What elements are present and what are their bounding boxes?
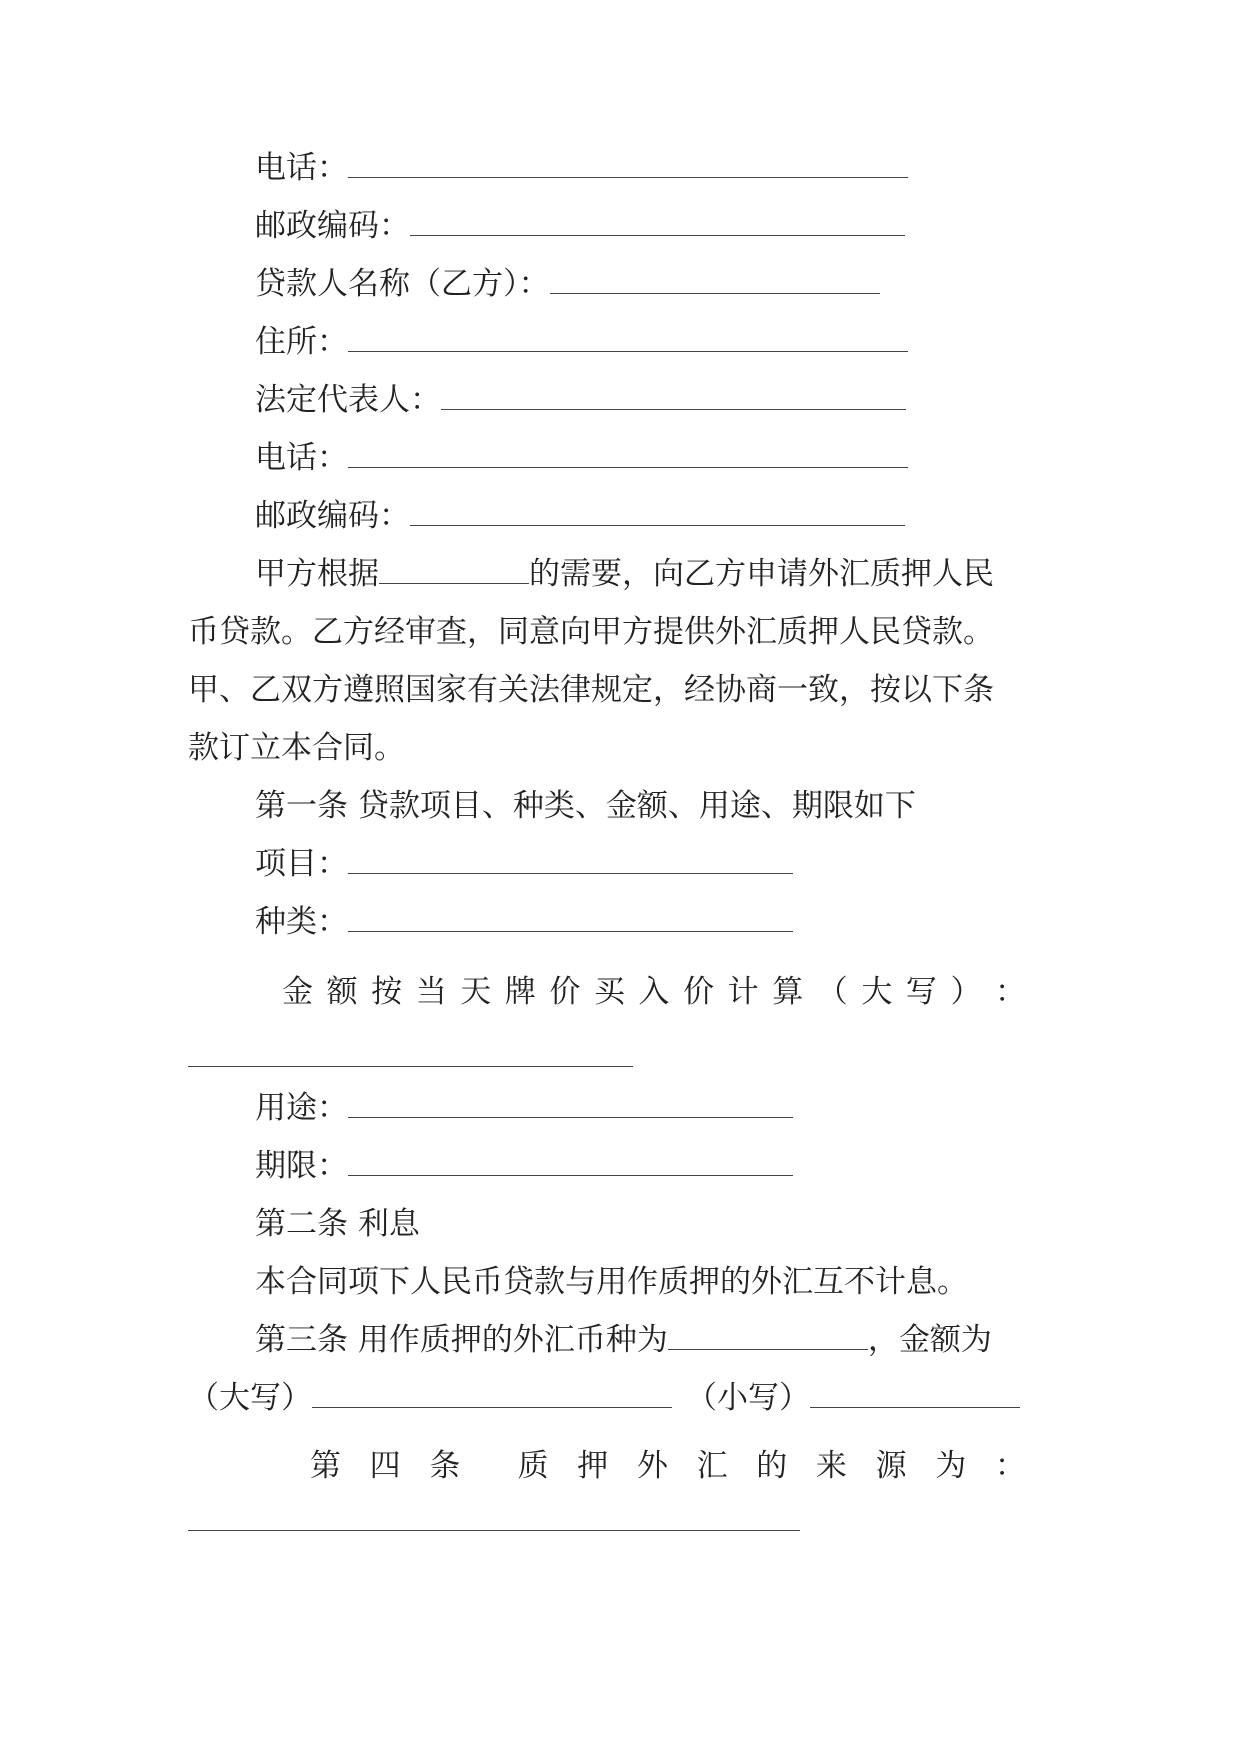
borrower-postal-line	[255, 206, 905, 246]
article1-purpose-field[interactable]	[348, 1091, 793, 1118]
article4-char: 条	[429, 1448, 461, 1484]
amount-char: 当	[415, 974, 447, 1010]
lender-phone-field[interactable]	[348, 441, 908, 468]
lender-phone-line	[255, 438, 908, 478]
article4-char: 汇	[696, 1448, 728, 1484]
lender-postal-label: 邮政编码：	[255, 498, 410, 534]
article3-capital-field[interactable]	[312, 1381, 672, 1408]
article2-body: 本合同项下人民币贷款与用作质押的外汇互不计息。	[255, 1264, 968, 1300]
amount-char: 计	[727, 974, 759, 1010]
amount-char: 入	[638, 974, 670, 1010]
article3-capital-label: （大写）	[188, 1380, 312, 1416]
lender-name-line	[255, 264, 880, 304]
amount-char: 额	[326, 974, 358, 1010]
amount-char: 价	[549, 974, 581, 1010]
article1-term-field[interactable]	[348, 1149, 793, 1176]
amount-char: 牌	[504, 974, 536, 1010]
preamble-line-1	[255, 554, 994, 594]
article3-small-field[interactable]	[810, 1381, 1020, 1408]
amount-char: 天	[460, 974, 492, 1010]
article1-type-label: 种类：	[255, 904, 348, 940]
article1-term-line	[255, 1146, 793, 1186]
borrower-postal-field[interactable]	[410, 209, 905, 236]
amount-char: ：	[995, 974, 1026, 1010]
borrower-phone-field[interactable]	[348, 151, 908, 178]
article2-title: 第二条 利息	[255, 1206, 420, 1242]
article4-char: 来	[815, 1448, 847, 1484]
article3-line-1	[255, 1320, 992, 1360]
lender-postal-field[interactable]	[410, 499, 905, 526]
article1-amount-line	[282, 972, 1026, 1012]
preamble-line-4: 款订立本合同。	[188, 730, 405, 766]
amount-char: 金	[282, 974, 313, 1010]
lender-address-field[interactable]	[348, 325, 908, 352]
article4-char: 四	[369, 1448, 401, 1484]
article4-char: 源	[875, 1448, 907, 1484]
article1-project-field[interactable]	[348, 847, 793, 874]
article1-project-label: 项目：	[255, 846, 348, 882]
article4-char: 第	[310, 1448, 341, 1484]
preamble-line1-start: 甲方根据	[255, 556, 379, 592]
borrower-phone-label: 电话：	[255, 150, 348, 186]
amount-char: （	[816, 974, 848, 1010]
amount-char: ）	[950, 974, 982, 1010]
article3-line-2	[188, 1378, 1020, 1418]
lender-phone-label: 电话：	[255, 440, 348, 476]
borrower-phone-line	[255, 148, 908, 188]
article4-source-field[interactable]	[188, 1530, 800, 1531]
article1-amount-field[interactable]	[188, 1066, 633, 1067]
article1-term-label: 期限：	[255, 1148, 348, 1184]
lender-name-label: 贷款人名称（乙方）：	[255, 266, 550, 302]
article4-char: 为	[935, 1448, 967, 1484]
article1-project-line	[255, 844, 793, 884]
article1-title: 第一条 贷款项目、种类、金额、用途、期限如下	[255, 788, 916, 824]
lender-address-label: 住所：	[255, 324, 348, 360]
amount-char: 价	[683, 974, 715, 1010]
preamble-line1-end: 的需要，向乙方申请外汇质押人民	[529, 556, 994, 592]
lender-address-line	[255, 322, 908, 362]
borrower-postal-label: 邮政编码：	[255, 208, 410, 244]
article4-char: ：	[994, 1448, 1026, 1484]
article4-char: 押	[577, 1448, 609, 1484]
article3-line1-start: 第三条 用作质押的外汇币种为	[255, 1322, 668, 1358]
lender-name-field[interactable]	[550, 267, 880, 294]
article3-line1-end: ，金额为	[867, 1322, 992, 1358]
article4-char: 质	[517, 1448, 549, 1484]
article4-line	[310, 1446, 1026, 1486]
amount-char: 算	[772, 974, 804, 1010]
article3-small-label: （小写）	[686, 1380, 810, 1416]
preamble-line-2: 币贷款。乙方经审查，同意向甲方提供外汇质押人民贷款。	[188, 614, 994, 650]
article4-char: 外	[636, 1448, 668, 1484]
article3-currency-field[interactable]	[668, 1323, 868, 1350]
article1-type-field[interactable]	[348, 905, 793, 932]
lender-postal-line	[255, 496, 905, 536]
preamble-purpose-field[interactable]	[379, 557, 529, 584]
article1-purpose-label: 用途：	[255, 1090, 348, 1126]
article1-type-line	[255, 902, 793, 942]
lender-legal-rep-line	[255, 380, 906, 420]
article4-char: 的	[756, 1448, 788, 1484]
article1-purpose-line	[255, 1088, 793, 1128]
amount-char: 买	[593, 974, 625, 1010]
amount-char: 大	[861, 974, 893, 1010]
preamble-line-3: 甲、乙双方遵照国家有关法律规定，经协商一致，按以下条	[188, 672, 994, 708]
lender-legal-rep-field[interactable]	[441, 383, 906, 410]
lender-legal-rep-label: 法定代表人：	[255, 382, 441, 418]
amount-char: 按	[371, 974, 403, 1010]
amount-char: 写	[905, 974, 937, 1010]
